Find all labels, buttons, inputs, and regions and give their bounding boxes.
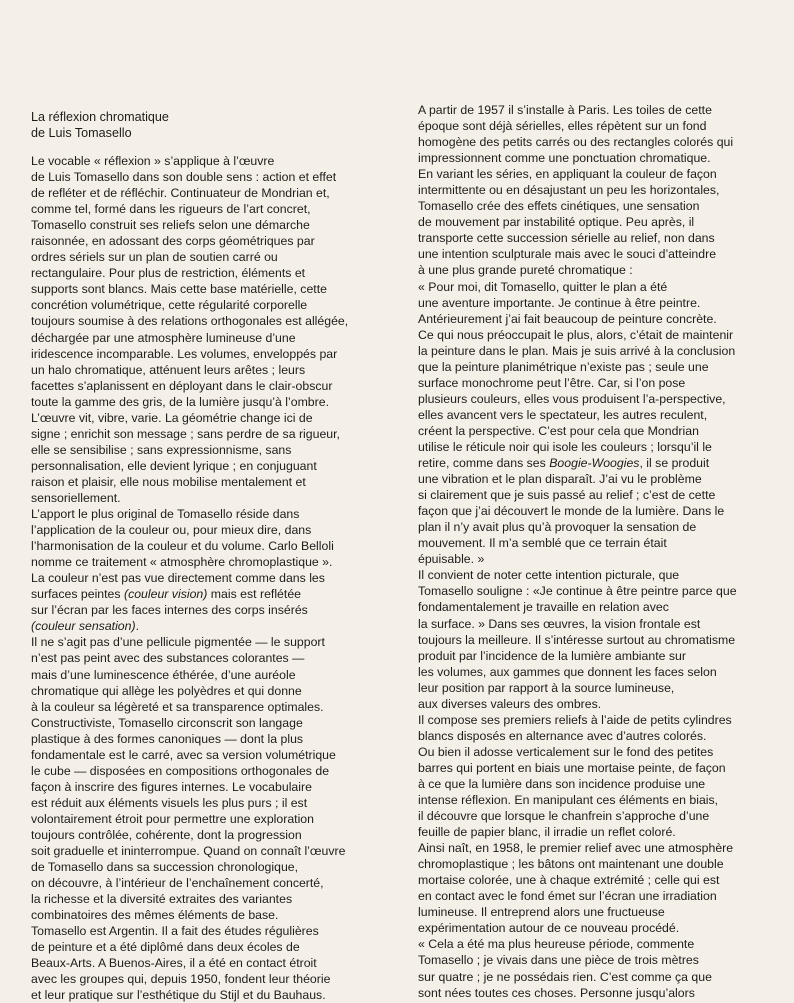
text-line: n’est pas peint avec des substances colorantes —	[31, 651, 305, 666]
text-line: sont nées toutes ces choses. Personne jusqu’alors	[418, 985, 695, 1000]
text-line: Tomasello souligne : «Je continue à être peintre parce que	[418, 584, 737, 599]
text-line: à une plus grande pureté chromatique :	[418, 263, 633, 278]
text-line: en contact avec le fond émet sur l’écran une irradiation	[418, 889, 717, 904]
text-line: sur quatre ; je ne possédais rien. C’est comme ça que	[418, 969, 712, 984]
text-line: plusieurs couleurs, elles vous produisent l’a-perspective,	[418, 391, 726, 406]
text-line: épuisable. »	[418, 552, 485, 567]
text-line: intense réflexion. En manipulant ces éléments en biais,	[418, 793, 719, 808]
text-line: la surface. » Dans ses œuvres, la vision frontale est	[418, 616, 701, 631]
text-line: Il convient de noter cette intention picturale, que	[418, 568, 680, 583]
text-line: A partir de 1957 il s’installe à Paris. Les toiles de cette	[418, 103, 712, 117]
text-line: Il compose ses premiers reliefs à l’aide de petits cylindres	[418, 712, 732, 727]
text-line: la richesse et la diversité extraites des variantes	[31, 892, 293, 907]
text-line: on découvre, à l’intérieur de l’enchaînement concerté,	[31, 876, 324, 891]
text-line: transporte cette succession sérielle au relief, non dans	[418, 231, 715, 246]
text-line: produit par l’incidence de la lumière ambiante sur	[418, 648, 686, 663]
text-line: Tomasello crée des effets cinétiques, une sensation	[418, 199, 700, 214]
text-line: La couleur n’est pas vue directement comme dans les	[31, 571, 325, 586]
text-line: de peinture et a été diplômé dans deux écoles de	[31, 940, 300, 955]
text-line: l’harmonisation de la couleur et du volume. Carlo Belloli	[31, 539, 334, 554]
text-line: sur l’écran par les faces internes des corps insérés	[31, 603, 308, 618]
text-line: Tomasello est Argentin. Il a fait des études régulières	[31, 924, 319, 939]
text-line: impressionnent comme une ponctuation chromatique.	[418, 151, 711, 166]
text-line: Beaux-Arts. A Buenos-Aires, il a été en contact étroit	[31, 956, 317, 971]
text-line: lumineuse. Il entreprend alors une fructueuse	[418, 905, 665, 920]
left-column-body	[31, 153, 397, 1003]
text-line: que la peinture planimétrique n’existe pas ; seule une	[418, 359, 709, 374]
text-line: supports sont blancs. Mais cette base matérielle, cette	[31, 282, 327, 297]
text-line: chromoplastique ; les bâtons ont maintenant une double	[418, 857, 724, 872]
text-line: Le vocable « réflexion » s’applique à l’œuvre	[31, 154, 275, 168]
text-line: En variant les séries, en appliquant la couleur de façon	[418, 167, 717, 182]
left-column	[31, 109, 397, 1003]
text-line: avec les groupes qui, depuis 1950, fondent leur théorie	[31, 972, 331, 987]
text-line: un halo chromatique, atténuent leurs arêtes ; leurs	[31, 362, 306, 377]
text-line: « Pour moi, dit Tomasello, quitter le plan a été	[418, 279, 668, 294]
text-line: créent la perspective. C’est pour cela que Mondrian	[418, 423, 699, 438]
text-line: feuille de papier blanc, il irradie un reflet coloré.	[418, 825, 676, 840]
article-title	[31, 109, 397, 141]
text-line: mais d’une luminescence éthérée, d’une auréole	[31, 667, 296, 682]
text-line: de Tomasello dans sa succession chronologique,	[31, 860, 299, 875]
text-line: iridescence incomparable. Les volumes, enveloppés par	[31, 346, 338, 361]
text-line: façon que j’ai découvert le monde de la lumière. Dans le	[418, 504, 725, 519]
text-line: mouvement. Il m’a semblé que ce terrain était	[418, 536, 667, 551]
text-line: Tomasello ; je vivais dans une pièce de trois mètres	[418, 953, 699, 968]
text-line: de mouvement par instabilité optique. Peu après, il	[418, 215, 695, 230]
text-line: blancs disposés en alternance avec d’autres colorés.	[418, 728, 707, 743]
text-line: fondamentalement je travaille en relation avec	[418, 600, 669, 615]
text-line: chromatique qui allège les polyèdres et qui donne	[31, 683, 302, 698]
text-line: de refléter et de réfléchir. Continuateur de Mondrian et,	[31, 186, 330, 201]
text-line: époque sont déjà sérielles, elles répètent sur un fond	[418, 119, 707, 134]
text-line: déchargée par une atmosphère lumineuse d’une	[31, 330, 296, 345]
text-line: fondamentale est le carré, avec sa version volumétrique	[31, 747, 336, 762]
text-line: intermittente ou en désajustant un peu les horizontales,	[418, 183, 720, 198]
text-line: concrétion volumétrique, cette régularité corporelle	[31, 298, 308, 313]
text-line: les volumes, aux gammes que donnent les faces selon	[418, 664, 717, 679]
text-line: L’apport le plus original de Tomasello réside dans	[31, 507, 300, 522]
text-line: raison et plaisir, elle nous mobilise mentalement et	[31, 474, 306, 489]
text-line: (couleur sensation).	[31, 619, 139, 634]
text-line: surface monochrome peut l’être. Car, si l’on pose	[418, 375, 686, 390]
right-column-body	[418, 102, 790, 1001]
text-line: est réduit aux éléments visuels les plus purs ; il est	[31, 795, 308, 810]
text-line: raisonnée, en adossant des corps géométriques par	[31, 234, 315, 249]
text-line: Il ne s’agit pas d’une pellicule pigmentée — le support	[31, 635, 325, 650]
text-line: à ce que la lumière dans son incidence produise une	[418, 776, 706, 791]
text-line: sensoriellement.	[31, 490, 121, 505]
text-line: combinatoires des mêmes éléments de base.	[31, 908, 279, 923]
text-line: retire, comme dans ses Boogie-Woogies, il se produit	[418, 456, 710, 471]
text-line: la peinture dans le plan. Mais je suis arrivé à la conclusion	[418, 343, 736, 358]
text-line: toujours soumise à des relations orthogonales est allégée,	[31, 314, 349, 329]
text-line: comme tel, formé dans les rigueurs de l’art concret,	[31, 202, 311, 217]
text-line: Constructiviste, Tomasello circonscrit son langage	[31, 715, 303, 730]
text-line: soit graduelle et ininterrompue. Quand on connaît l’œuvre	[31, 844, 346, 859]
text-line: plan il n’y avait plus qu’à provoquer la sensation de	[418, 520, 697, 535]
text-line: ordres sériels sur un plan de soutien carré ou	[31, 250, 278, 265]
right-column	[418, 102, 790, 1001]
text-line: le cube — disposées en compositions orthogonales de	[31, 763, 330, 778]
text-line: elles avancent vers le spectateur, les autres reculent,	[418, 407, 708, 422]
text-line: barres qui portent en biais une mortaise peinte, de façon	[418, 760, 726, 775]
text-line: « Cela a été ma plus heureuse période, commente	[418, 937, 695, 952]
text-line: une vibration et le plan disparaît. J’ai vu le problème	[418, 472, 702, 487]
text-line: surfaces peintes (couleur vision) mais est reflétée	[31, 587, 301, 602]
text-line: homogène des petits carrés ou des rectangles colorés qui	[418, 135, 734, 150]
text-line: nomme ce traitement « atmosphère chromoplastique ».	[31, 555, 333, 570]
title-line: de Luis Tomasello	[31, 126, 132, 140]
text-line: l’application de la couleur ou, pour mieux dire, dans	[31, 523, 312, 538]
italic-text: Boogie-Woogies	[549, 456, 640, 471]
text-line: mortaise colorée, une à chaque extrémité ; celle qui est	[418, 873, 720, 888]
text-line: toujours la meilleure. Il s’intéresse surtout au chromatisme	[418, 632, 736, 647]
text-line: toute la gamme des gris, de la lumière jusqu’à l’ombre.	[31, 394, 330, 409]
text-line: leur position par rapport à la source lumineuse,	[418, 680, 675, 695]
italic-text: (couleur vision)	[123, 587, 208, 602]
text-line: de Luis Tomasello dans son double sens : action et effet	[31, 170, 337, 185]
text-line: utilise le réticule noir qui isole les couleurs ; lorsqu’il le	[418, 439, 712, 454]
text-line: Tomasello construit ses reliefs selon une démarche	[31, 218, 310, 233]
text-line: toujours contrôlée, cohérente, dont la progression	[31, 827, 302, 842]
text-line: Antérieurement j’ai fait beaucoup de peinture concrète.	[418, 311, 717, 326]
text-line: Ou bien il adosse verticalement sur le fond des petites	[418, 744, 714, 759]
text-line: personnalisation, elle devient lyrique ; en conjuguant	[31, 458, 317, 473]
text-line: signe ; enrichit son message ; sans perdre de sa rigueur,	[31, 426, 340, 441]
text-line: Ce qui nous préoccupait le plus, alors, c’était de maintenir	[418, 327, 734, 342]
text-line: L’œuvre vit, vibre, varie. La géométrie change ici de	[31, 410, 313, 425]
text-line: expérimentation autour de ce nouveau procédé.	[418, 921, 680, 936]
text-line: il découvre que lorsque le chanfrein s’approche d’une	[418, 809, 710, 824]
text-line: à la couleur sa légèreté et sa transparence optimales.	[31, 699, 324, 714]
text-line: façon à inscrire des figures internes. Le vocabulaire	[31, 779, 312, 794]
text-line: et leur pratique sur l’esthétique du Stijl et du Bauhaus.	[31, 988, 326, 1003]
text-line: rectangulaire. Pour plus de restriction, éléments et	[31, 266, 306, 281]
text-line: volontairement étroit pour permettre une exploration	[31, 811, 314, 826]
title-line: La réflexion chromatique	[31, 110, 169, 124]
text-line: plastique à des formes canoniques — dont la plus	[31, 731, 304, 746]
text-line: elle se sensibilise ; sans expressionnisme, sans	[31, 442, 292, 457]
italic-text: (couleur sensation)	[31, 619, 136, 634]
text-line: aux diverses valeurs des ombres.	[418, 696, 602, 711]
text-line: une aventure importante. Je continue à être peintre.	[418, 295, 701, 310]
text-line: une intention sculpturale mais avec le souci d’atteindre	[418, 247, 717, 262]
text-line: Ainsi naît, en 1958, le premier relief avec une atmosphère	[418, 841, 734, 856]
text-line: facettes s’aplanissent en déployant dans le clair-obscur	[31, 378, 333, 393]
text-line: si clairement que je suis passé au relief ; c’est de cette	[418, 488, 716, 503]
